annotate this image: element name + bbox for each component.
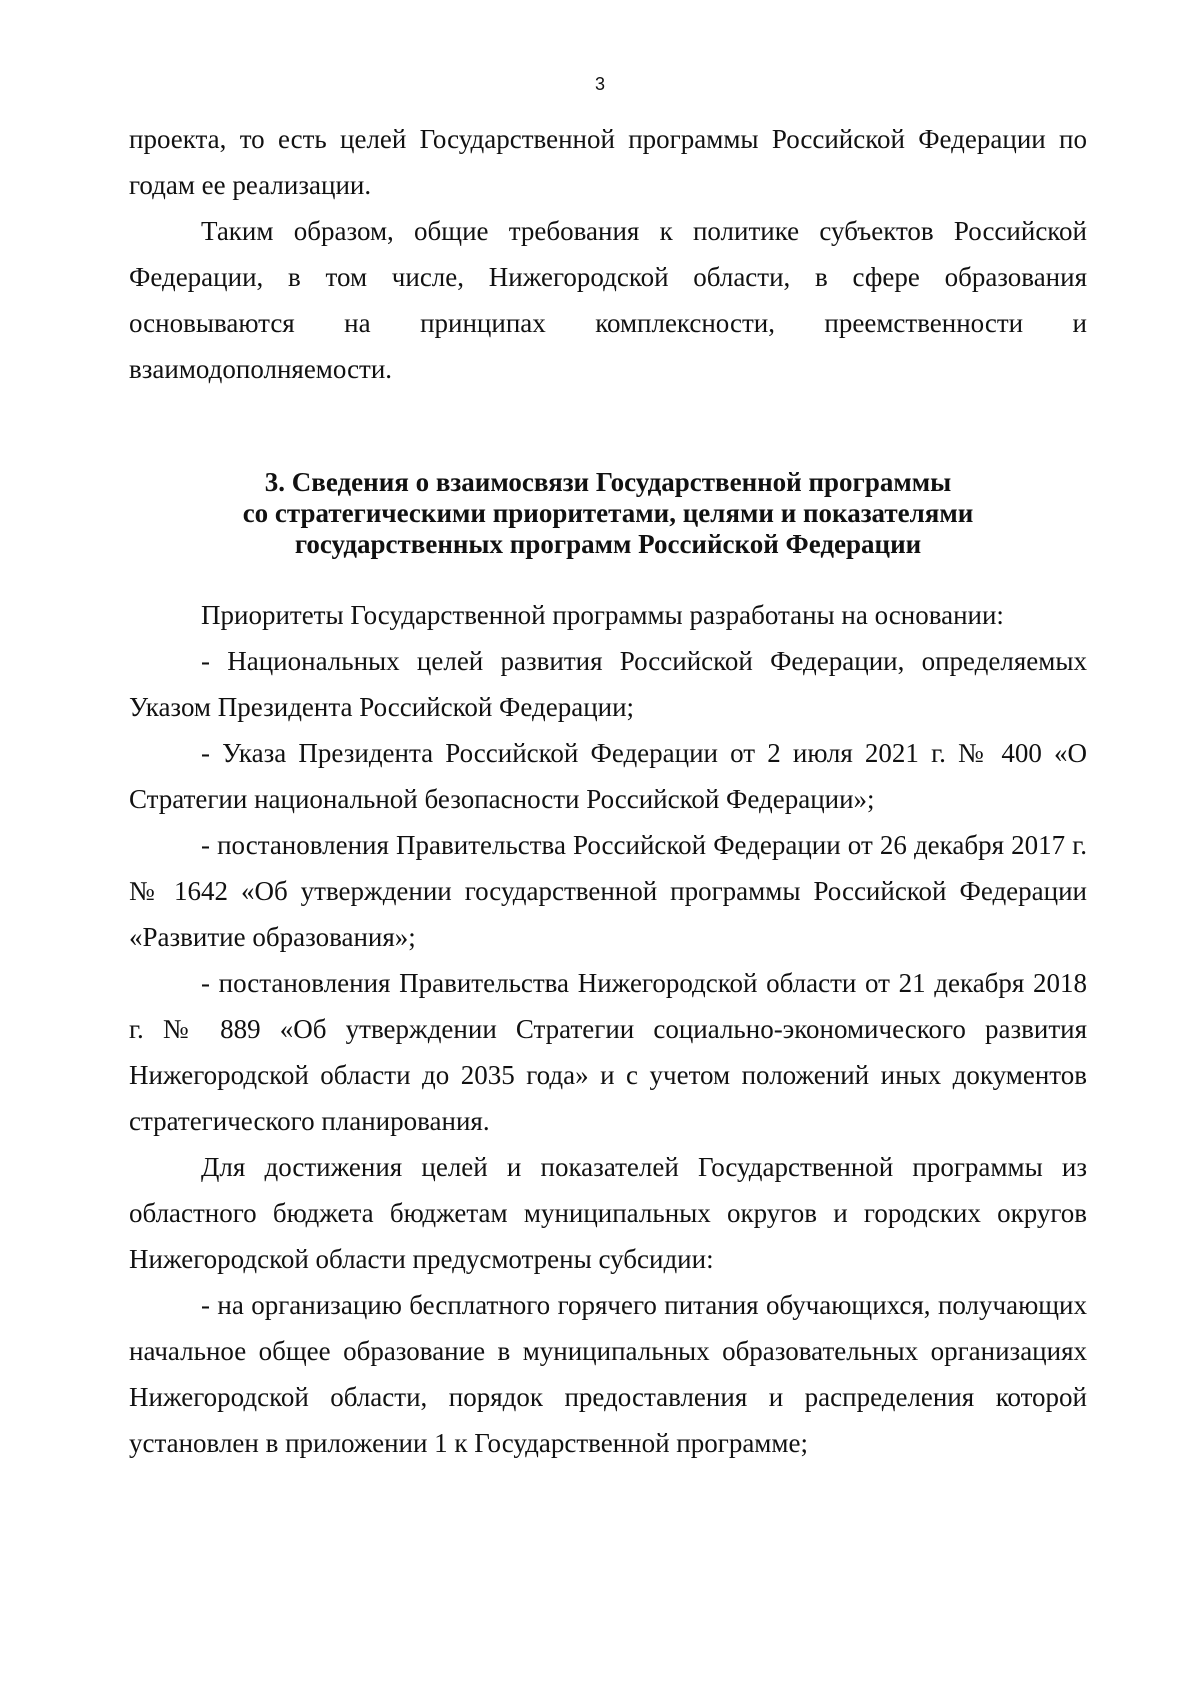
paragraph-hot-meals-subsidy: - на организацию бесплатного горячего питания обучающихся, получающих начальное общее образование в муниципальных образовательных организациях Нижегородской области, порядок предоставления и распределения которой установлен в приложении 1 к Государственной программе; [129,1290,1087,1458]
intro-text [129,116,1087,392]
paragraph-national-goals: - Национальных целей развития Российской Федерации, определяемых Указом Президента Российской Федерации; [129,646,1087,722]
page-number: 3 [594,74,605,94]
paragraph-continuation: проекта, то есть целей Государственной программы Российской Федерации по годам ее реализации. [129,124,1087,200]
section-heading-line-3: государственных программ Российской Федерации [294,529,922,559]
paragraph-government-resolution: - постановления Правительства Российской Федерации от 26 декабря 2017 г. № 1642 «Об утверждении государственной программы Российской Федерации «Развитие образования»; [129,830,1087,952]
paragraph-president-decree: - Указа Президента Российской Федерации от 2 июля 2021 г. № 400 «О Стратегии национальной безопасности Российской Федерации»; [129,738,1087,814]
section-heading-line-2: со стратегическими приоритетами, целями и показателями [242,498,974,528]
paragraph-summary: Таким образом, общие требования к политике субъектов Российской Федерации, в том числе, Нижегородской области, в сфере образования основываются на принципах комплексности, преемственности и взаимодополняемости. [129,216,1087,384]
section-heading-line-1: 3. Сведения о взаимосвязи Государственной программы [264,467,952,497]
paragraph-priorities-intro: Приоритеты Государственной программы разработаны на основании: [201,600,1004,630]
paragraph-regional-resolution: - постановления Правительства Нижегородской области от 21 декабря 2018 г. № 889 «Об утверждении Стратегии социально-экономического развития Нижегородской области до 2035 года» и с учетом положений иных документов стратегического планирования. [129,968,1087,1136]
section-heading [129,467,1087,560]
section-body [129,592,1087,1466]
paragraph-subsidies-intro: Для достижения целей и показателей Государственной программы из областного бюджета бюджетам муниципальных округов и городских округов Нижегородской области предусмотрены субсидии: [129,1152,1087,1274]
